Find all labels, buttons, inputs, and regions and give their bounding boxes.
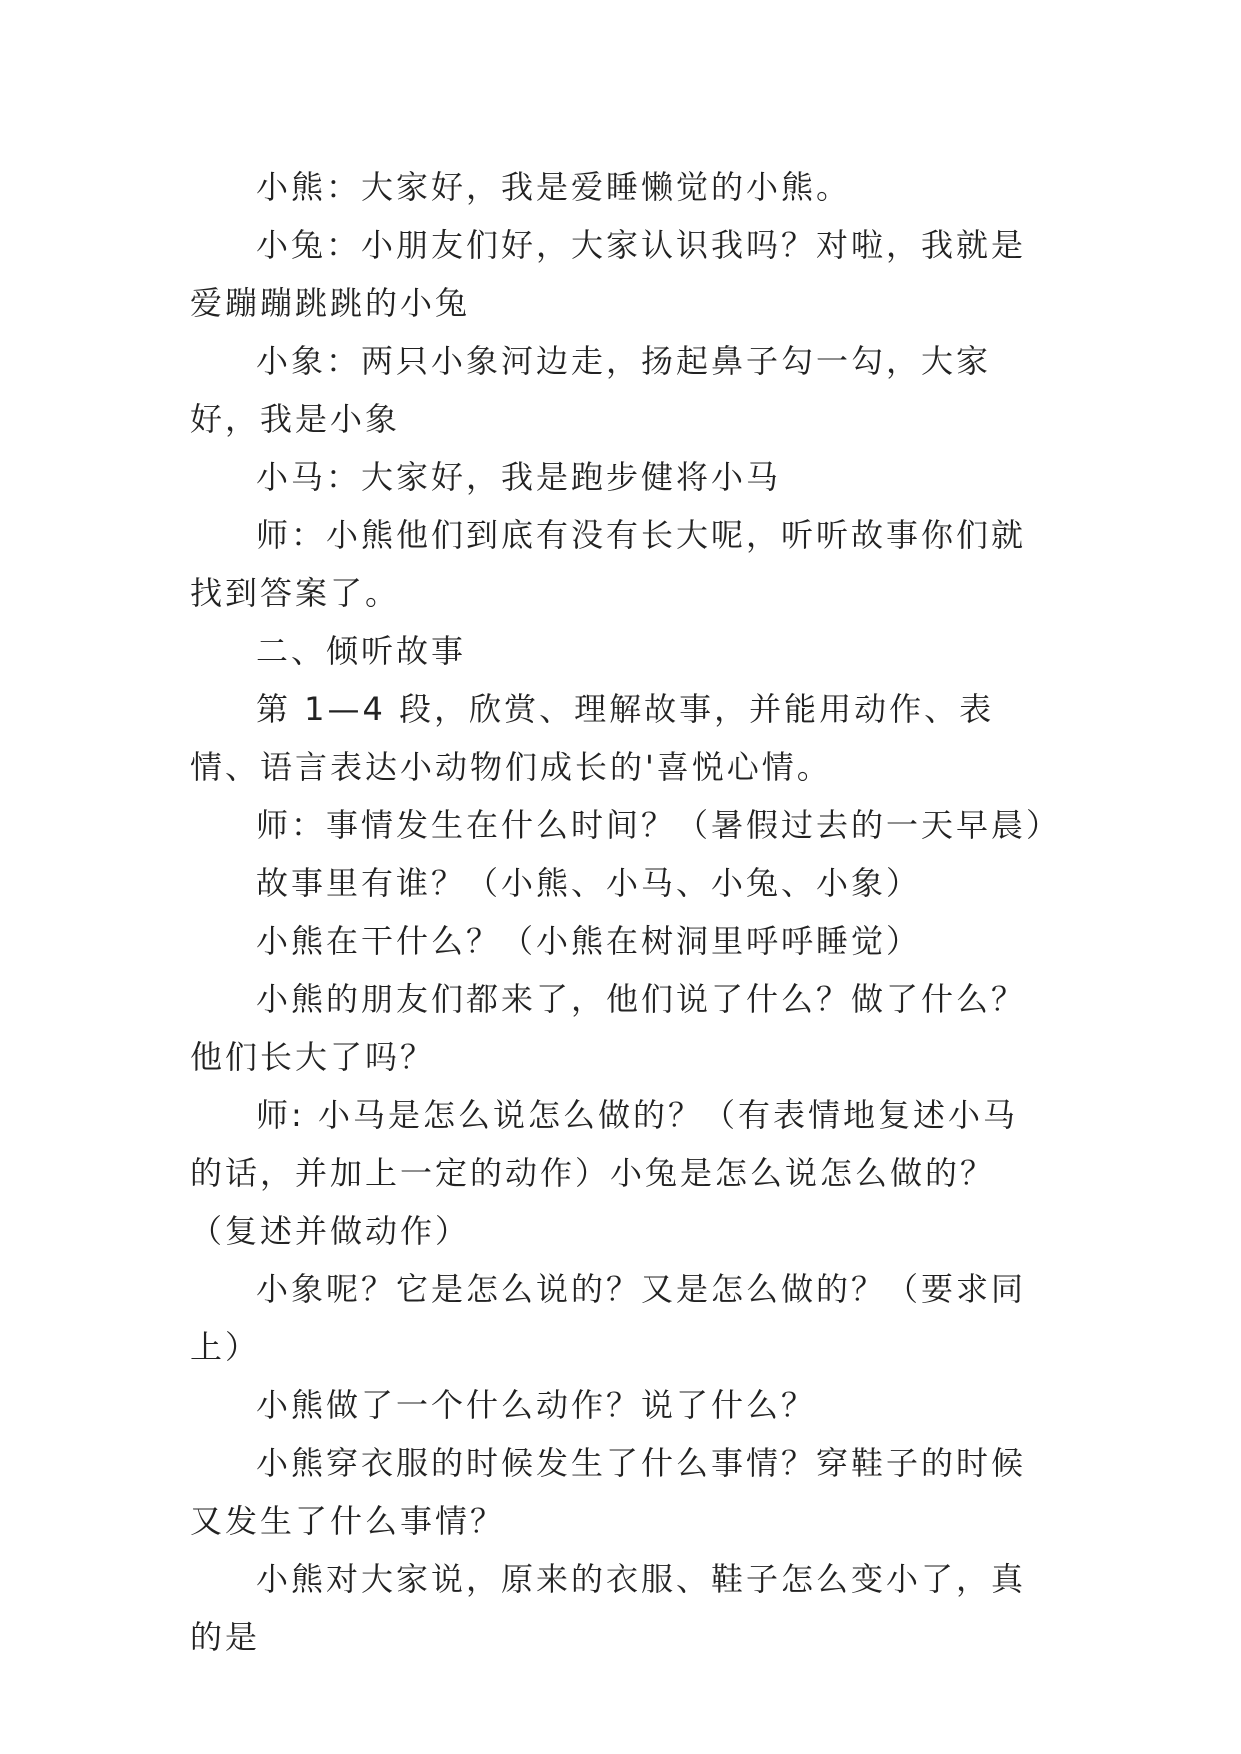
paragraph: 故事里有谁？（小熊、小马、小兔、小象）	[256, 864, 922, 902]
paragraph: 师：事情发生在什么时间？（暑假过去的一天早晨）	[256, 806, 1062, 844]
paragraph: 小熊的朋友们都来了，他们说了什么？做了什么？他们长大了吗？	[190, 980, 1027, 1076]
paragraph: 小马：大家好，我是跑步健将小马	[256, 458, 782, 496]
paragraph: 第 1—4 段，欣赏、理解故事，并能用动作、表情、语言表达小动物们成长的'喜悦心情。	[190, 690, 995, 786]
document-body	[190, 158, 1062, 1666]
paragraph: 小熊穿衣服的时候发生了什么事情？穿鞋子的时候又发生了什么事情？	[190, 1444, 1027, 1540]
paragraph: 小象：两只小象河边走，扬起鼻子勾一勾，大家好，我是小象	[190, 342, 992, 438]
paragraph: 小熊在干什么？（小熊在树洞里呼呼睡觉）	[256, 922, 922, 960]
paragraph: 小兔：小朋友们好，大家认识我吗？对啦，我就是爱蹦蹦跳跳的小兔	[190, 226, 1027, 322]
paragraph: 师：小熊他们到底有没有长大呢，听听故事你们就找到答案了。	[190, 516, 1027, 612]
paragraph: 小熊做了一个什么动作？说了什么？	[256, 1386, 817, 1424]
paragraph: 小熊对大家说，原来的衣服、鞋子怎么变小了，真的是	[190, 1560, 1027, 1656]
section-heading: 二、倾听故事	[256, 632, 467, 670]
paragraph: 小熊：大家好，我是爱睡懒觉的小熊。	[256, 168, 852, 206]
paragraph: 小象呢？它是怎么说的？又是怎么做的？（要求同上）	[190, 1270, 1027, 1366]
paragraph: 师: 小马是怎么说怎么做的？（有表情地复述小马的话，并加上一定的动作）小兔是怎么说怎么做的？（复述并做动作）	[190, 1096, 1018, 1250]
